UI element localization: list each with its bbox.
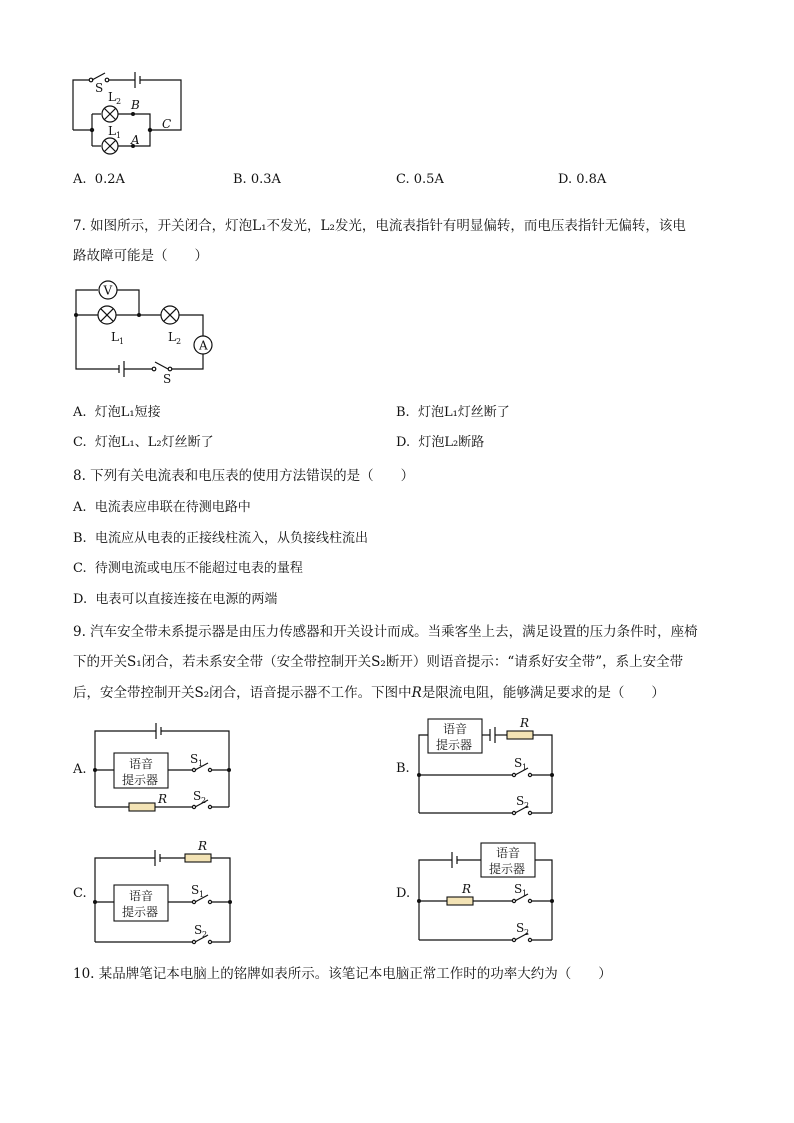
svg-text:2: 2 [524, 801, 530, 810]
q9-stem-line3: 后，安全带控制开关S₂闭合，语音提示器不工作。下图中R是限流电阻，能够满足要求的是（ ） [73, 685, 665, 701]
svg-text:S: S [193, 789, 202, 803]
q7-label-a: A [199, 338, 208, 353]
svg-text:S: S [194, 923, 203, 937]
q9-option-c-label[interactable]: C. [73, 886, 87, 901]
q6-label-l1: L [108, 124, 116, 138]
q9-stem-line1: 9. 汽车安全带未系提示器是由压力传感器和开关设计而成。当乘客坐上去，满足设置的压力条件时，座椅 [73, 624, 698, 640]
svg-text:R: R [462, 882, 472, 896]
q6-label-s: S [95, 81, 104, 95]
svg-text:1: 1 [198, 759, 204, 768]
svg-text:R: R [520, 716, 530, 730]
q9-option-b-label[interactable]: B. [396, 761, 410, 776]
q7-option-b[interactable]: B. 灯泡L₁灯丝断了 [396, 405, 510, 420]
svg-text:S: S [514, 882, 523, 896]
q9-option-d-label[interactable]: D. [396, 886, 411, 901]
q9-circuit-c [93, 839, 232, 944]
q7-option-a[interactable]: A. 灯泡L₁短接 [73, 405, 161, 420]
q7-option-d[interactable]: D. 灯泡L₂断路 [396, 435, 485, 450]
svg-text:语音: 语音 [129, 757, 154, 771]
q7-stem-line1: 7. 如图所示，开关闭合，灯泡L₁不发光，L₂发光，电流表指针有明显偏转，而电压表指针无偏转，该电 [73, 218, 686, 234]
q8-option-c[interactable]: C. 待测电流或电压不能超过电表的量程 [73, 561, 303, 576]
q8-option-d[interactable]: D. 电表可以直接连接在电源的两端 [73, 592, 278, 607]
svg-text:2: 2 [201, 796, 207, 805]
svg-text:S: S [191, 883, 200, 897]
svg-text:2: 2 [524, 928, 530, 937]
svg-text:语音: 语音 [496, 846, 521, 860]
svg-text:1: 1 [522, 763, 528, 772]
q9-circuit-d [417, 843, 554, 942]
q7-label-l1: L [111, 330, 119, 344]
svg-text:1: 1 [199, 890, 205, 899]
q10-stem: 10. 某品牌笔记本电脑上的铭牌如表所示。该笔记本电脑正常工作时的功率大约为（ ） [73, 966, 612, 982]
svg-text:语音: 语音 [443, 722, 468, 736]
svg-text:R: R [198, 839, 208, 853]
q9-option-a-label[interactable]: A. [73, 762, 87, 777]
q9-circuit-b [417, 716, 554, 815]
svg-text:1: 1 [119, 337, 125, 346]
q7-label-l2: L [168, 330, 176, 344]
svg-text:提示器: 提示器 [436, 738, 473, 752]
svg-text:提示器: 提示器 [489, 862, 526, 876]
q6-option-d[interactable]: D. 0.8A [558, 172, 607, 187]
q6-label-l2: L [108, 90, 116, 104]
svg-text:2: 2 [202, 930, 208, 939]
svg-text:S: S [516, 921, 525, 935]
q9-circuit-a [93, 723, 231, 811]
svg-text:S: S [514, 756, 523, 770]
q7-label-v: V [103, 283, 113, 298]
svg-text:提示器: 提示器 [122, 773, 159, 787]
q8-stem: 8. 下列有关电流表和电压表的使用方法错误的是（ ） [73, 468, 415, 484]
q6-label-b: B [131, 98, 140, 112]
svg-text:2: 2 [176, 337, 182, 346]
q7-label-s: S [163, 372, 172, 386]
q7-stem-line2: 路故障可能是（ ） [73, 248, 208, 264]
svg-text:提示器: 提示器 [122, 905, 159, 919]
q6-label-a: A [131, 133, 140, 147]
q6-option-b[interactable]: B. 0.3A [233, 172, 281, 187]
q8-option-a[interactable]: A. 电流表应串联在待测电路中 [73, 500, 251, 515]
q9-stem-line2: 下的开关S₁闭合，若未系安全带（安全带控制开关S₂断开）则语音提示：“请系好安全带”，系上安全带 [73, 654, 684, 670]
svg-text:2: 2 [116, 97, 122, 106]
svg-text:1: 1 [522, 889, 528, 898]
svg-text:S: S [190, 752, 199, 766]
svg-text:S: S [516, 794, 525, 808]
svg-text:R: R [158, 792, 168, 806]
q6-option-c[interactable]: C. 0.5A [396, 172, 444, 187]
svg-text:语音: 语音 [129, 889, 154, 903]
q8-option-b[interactable]: B. 电流应从电表的正接线柱流入，从负接线柱流出 [73, 531, 368, 546]
q6-option-a[interactable]: A. 0.2A [73, 172, 125, 187]
svg-text:1: 1 [116, 131, 122, 140]
q7-option-c[interactable]: C. 灯泡L₁、L₂灯丝断了 [73, 435, 214, 450]
q6-label-c: C [162, 117, 172, 131]
